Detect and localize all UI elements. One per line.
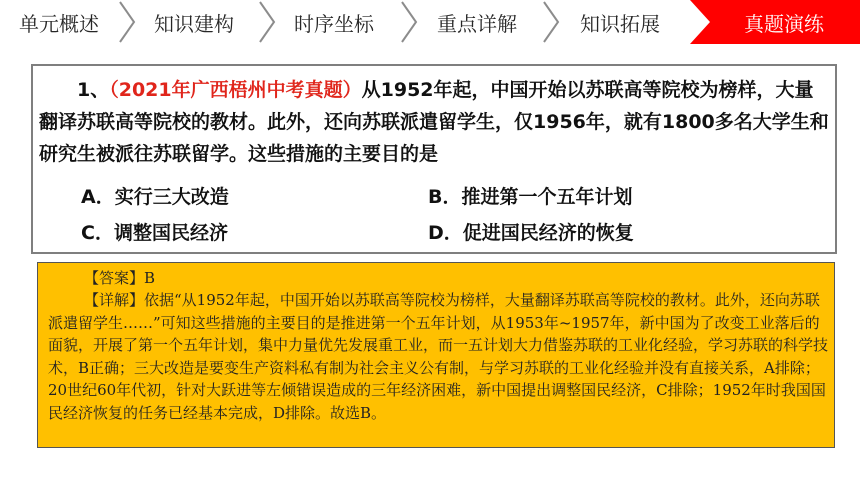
option-b[interactable]: B．推进第一个五年计划 xyxy=(428,186,633,208)
question-text xyxy=(39,74,829,170)
tab-knowledge-building[interactable]: 知识建构 xyxy=(154,11,234,36)
question-number: 1、 xyxy=(77,79,110,101)
answer-line: 【答案】B xyxy=(84,269,156,287)
tab-exam-practice[interactable] xyxy=(690,0,860,44)
option-c[interactable]: C．调整国民经济 xyxy=(81,222,228,244)
answer-explanation: 【详解】依据“从1952年起，中国开始以苏联高等院校为榜样，大量翻译苏联高等院校的教材。此外，还向苏联派遣留学生……”可知这些措施的主要目的是推进第一个五年计划，从1953年~1957年，新中国为了改变工业落后的面貌，开展了第一个五年计划，集中力量优先发展重工业，而一五计划大力借鉴苏联的工业化经验，学习苏联的科学技术，B正确；三大改造是要变生产资料私有制为社会主义公有制，与学习苏联的工业化经验并没有直接关系，A排除；20世纪60年代初，针对大跃进等左倾错误造成的三年经济困难，新中国提出调整国民经济，C排除；1952年时我国国民经济恢复的任务已经基本完成，D排除。故选B。 xyxy=(48,291,829,422)
tab-key-points[interactable]: 重点详解 xyxy=(437,11,517,36)
question-stem: 从1952年起，中国开始以苏联高等院校为榜样，大量翻译苏联高等院校的教材。此外，还向苏联派遣留学生，仅1956年，就有1800多名大学生和研究生被派往苏联留学。这些措施的主要目的是 xyxy=(39,79,829,165)
tab-exam-practice-label: 真题演练 xyxy=(744,11,824,36)
option-a[interactable]: A．实行三大改造 xyxy=(81,186,229,208)
question-source: （2021年广西梧州中考真题） xyxy=(109,79,362,101)
top-nav xyxy=(0,0,860,44)
question-box xyxy=(31,64,837,254)
tab-timeline[interactable]: 时序坐标 xyxy=(294,11,374,36)
answer-box xyxy=(37,262,835,448)
tab-unit-overview[interactable]: 单元概述 xyxy=(19,11,99,36)
tab-knowledge-extension[interactable]: 知识拓展 xyxy=(580,11,660,36)
option-d[interactable]: D．促进国民经济的恢复 xyxy=(428,222,634,244)
